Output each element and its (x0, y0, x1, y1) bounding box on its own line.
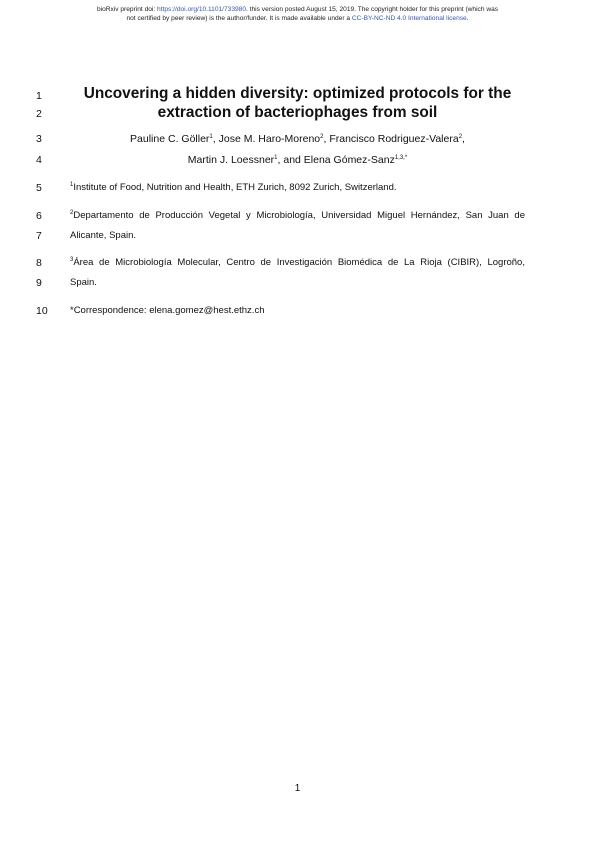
doi-link[interactable]: https://doi.org/10.1101/733980 (157, 6, 247, 13)
affiliation-marker: 2 (458, 134, 463, 140)
notice-middle: . this version posted August 15, 2019. The copyright holder for this preprint (which was (246, 6, 499, 13)
affiliation-marker: 1 (209, 134, 213, 140)
affiliation-marker: 2 (320, 134, 324, 140)
page-number: 1 (294, 783, 301, 794)
affiliation-2-line-1 (70, 210, 525, 222)
affiliation-marker: 1,3,* (394, 155, 408, 161)
line-number: 2 (36, 108, 42, 120)
line-number: 6 (36, 210, 42, 222)
notice-suffix: . (466, 14, 469, 22)
author-list-line-2 (70, 154, 525, 166)
line-number: 1 (36, 90, 42, 102)
author-name: , and Elena Gómez-Sanz (277, 154, 395, 166)
line-number: 10 (36, 305, 48, 317)
author-name: Pauline C. Göller (130, 133, 210, 145)
title-line-1: Uncovering a hidden diversity: optimized protocols for the (83, 85, 512, 102)
affiliation-marker: 1 (70, 182, 74, 188)
affiliation-2-line-2: Alicante, Spain. (70, 230, 137, 241)
affiliation-text: Institute of Food, Nutrition and Health, ETH Zurich, 8092 Zurich, Switzerland. (73, 182, 397, 193)
affiliation-text: Área de Microbiología Molecular, Centro de Investigación Biomédica de La Rioja (CIBIR), Logroño, (73, 257, 525, 268)
affiliation-3-line-2: Spain. (70, 277, 97, 288)
notice-prefix: bioRxiv preprint doi: (96, 6, 158, 13)
line-number: 3 (36, 133, 42, 145)
affiliation-marker: 3 (70, 257, 74, 263)
line-number: 8 (36, 257, 42, 269)
preprint-notice (30, 6, 565, 23)
title-line-2: extraction of bacteriophages from soil (157, 104, 438, 121)
author-list-line-1 (70, 133, 525, 145)
affiliation-1 (70, 182, 397, 194)
affiliation-marker: 1 (274, 155, 278, 161)
author-name: Martin J. Loessner (187, 154, 275, 166)
paper-title (70, 84, 525, 122)
line-number: 7 (36, 230, 42, 242)
author-separator: , (462, 133, 465, 145)
license-link[interactable]: CC-BY-NC-ND 4.0 International license (351, 14, 467, 22)
notice-line2: not certified by peer review) is the author/funder. It is made available under a (126, 14, 352, 22)
author-name: , Francisco Rodriguez-Valera (323, 133, 459, 145)
affiliation-marker: 2 (70, 210, 74, 216)
correspondence: *Correspondence: elena.gomez@hest.ethz.ch (70, 305, 265, 316)
affiliation-3-line-1 (70, 257, 525, 269)
line-number: 5 (36, 182, 42, 194)
line-number: 9 (36, 277, 42, 289)
author-name: , Jose M. Haro-Moreno (212, 133, 321, 145)
affiliation-text: Departamento de Producción Vegetal y Microbiología, Universidad Miguel Hernández, San Juan de (73, 210, 525, 221)
line-number: 4 (36, 154, 42, 166)
